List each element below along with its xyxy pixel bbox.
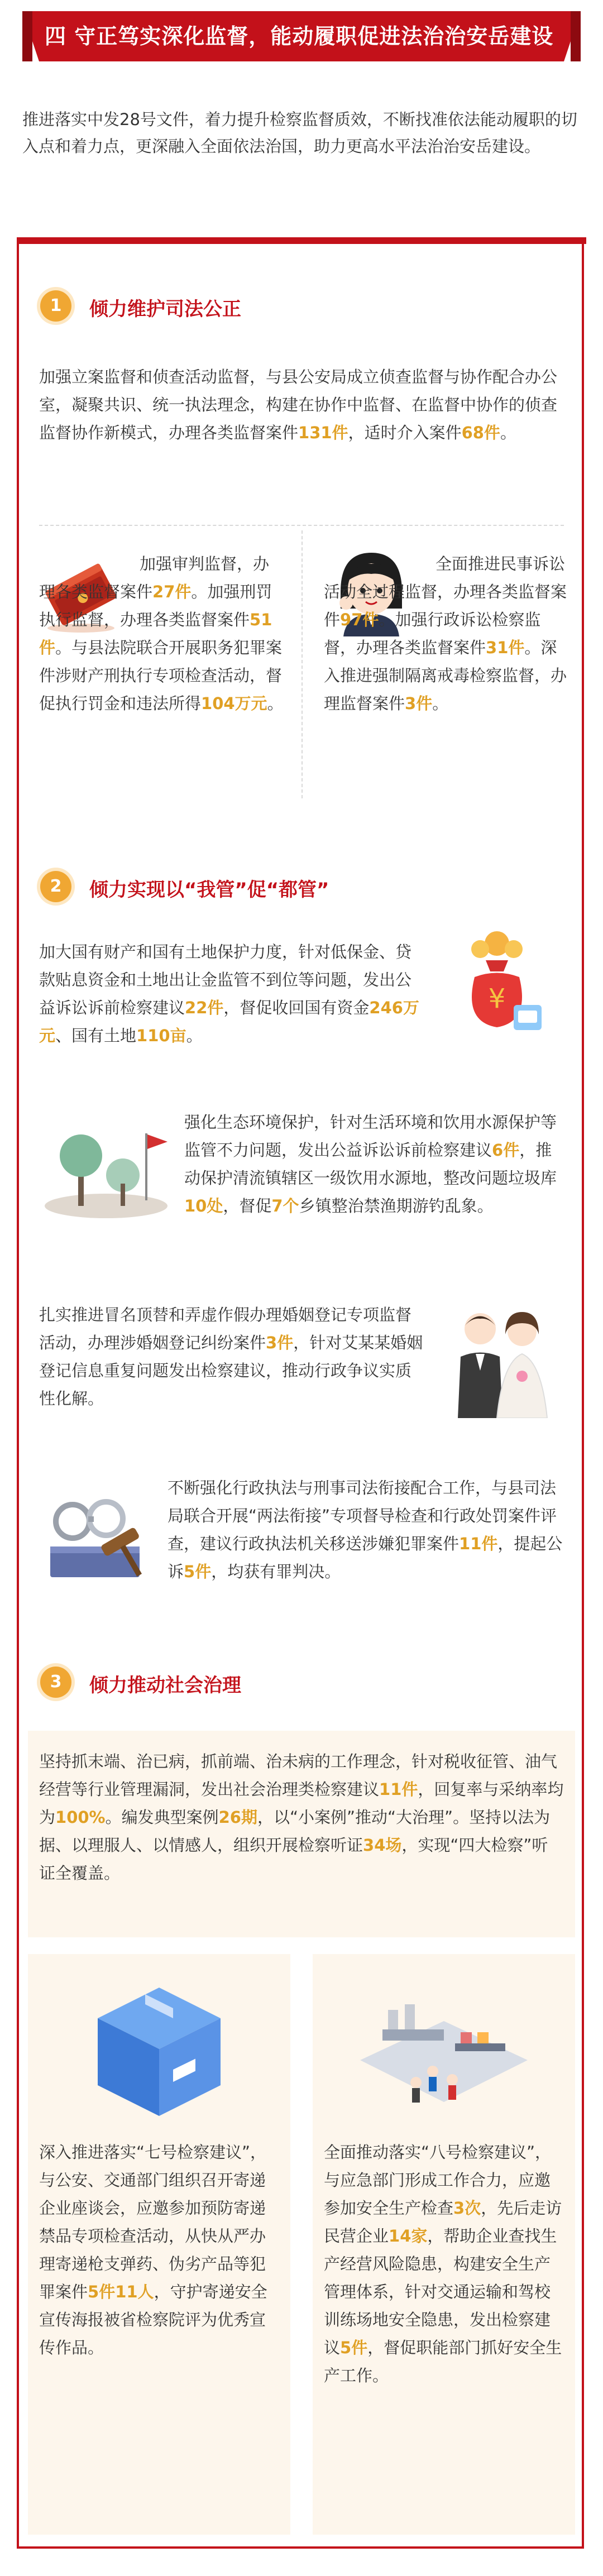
divider [39,525,564,526]
banner-right-edge [571,11,581,61]
money-bag-icon [441,927,553,1038]
s2-paragraph-3: 扎实推进冒名顶替和弄虚作假办理婚姻登记专项监督活动，办理涉婚姻登记纠纷案件3件，针对艾某某婚姻登记信息重复问题发出检察建议，推动行政争议实质性化解。 [39,1305,423,1408]
content-frame-top-bar [17,237,586,244]
s2-paragraph-2: 强化生态环境保护，针对生活环境和饮用水源保护等监管不力问题，发出公益诉讼诉前检察建议6件，推动保护清流镇辖区一级饮用水源地，整改问题垃圾库10处，督促7个乡镇整治禁渔期游钓乱象。 [184,1113,557,1215]
svg-text:¥: ¥ [488,983,506,1014]
section-2-badge: 2 [40,871,71,902]
factory-scene-icon [349,1976,539,2122]
s2-paragraph-4: 不断强化行政执法与刑事司法衔接配合工作，与县司法局联合开展“两法衔接”专项督导检查和行政处罚案件评查，建议行政执法机关移送涉嫌犯罪案件11件，提起公诉5件，均获有罪判决。 [168,1478,563,1581]
s1-paragraph-1: 加强立案监督和侦查活动监督，与县公安局成立侦查监督与协作配合办公室，凝聚共识、统一执法理念，构建在协作中监督、在监督中协作的侦查监督协作新模式，办理各类监督案件131件，适时介入案件68件。 [39,367,558,442]
intro-paragraph: 推进落实中发28号文件，着力提升检察监督质效，不断找准依法能动履职的切入点和着力点，更深融入全面依法治国，助力更高水平法治治安岳建设。 [22,110,577,156]
landscape-icon [39,1111,173,1223]
parcel-box-icon [84,1976,234,2127]
handcuffs-gavel-icon [39,1479,156,1591]
s1-paragraph-2: 加强审判监督，办理各类监督案件27件。加强刑罚执行监督，办理各类监督案件51件。与县法院联合开展职务犯罪案件涉财产刑执行专项检查活动，督促执行罚金和违法所得104万元。 [39,554,284,713]
s3-paragraph-3: 全面推动落实“八号检察建议”，与应急部门形成工作合力，应邀参加安全生产检查3次，先后走访民营企业14家，帮助企业查找生产经营风险隐患，构建安全生产管理体系，针对交通运输和驾校训练场地安全隐患，发出检察建议5件，督促职能部门抓好安全生产工作。 [324,2143,562,2385]
s1-paragraph-3: 全面推进民事诉讼活动全过程监督，办理各类监督案件97件。加强行政诉讼检察监督，办理各类监督案件31件。深入推进强制隔离戒毒检察监督，办理监督案件3件。 [324,554,567,713]
page-title: 四 守正笃实深化监督，能动履职促进法治治安岳建设 [45,24,554,49]
section-3-title: 倾力推动社会治理 [89,1674,241,1697]
wedding-couple-icon [441,1301,558,1418]
s2-paragraph-1: 加大国有财产和国有土地保护力度，针对低保金、贷款贴息资金和土地出让金监管不到位等问题，发出公益诉讼诉前检察建议22件，督促收回国有资金246万元、国有土地110亩。 [39,942,419,1045]
section-1-badge: 1 [40,290,71,322]
s3-paragraph-2: 深入推进落实“七号检察建议”，与公安、交通部门组织召开寄递企业座谈会，应邀参加预防寄递禁品专项检查活动，从快从严办理寄递枪支弹药、伪劣产品等犯罪案件5件11人，守护寄递安全宣传海报被省检察院评为优秀宣传作品。 [39,2143,267,2357]
section-1-title: 倾力维护司法公正 [89,298,241,320]
column-divider [302,530,304,798]
s3-paragraph-1: 坚持抓末端、治已病，抓前端、治未病的工作理念，针对税收征管、油气经营等行业管理漏洞，发出社会治理类检察建议11件，回复率与采纳率均为100%。编发典型案例26期，以“小案例”推动“大治理”。坚持以法为据、以理服人、以情感人，组织开展检察听证34场，实现“四大检察”听证全覆盖。 [39,1752,564,1883]
section-2-title: 倾力实现以“我管”促“都管” [89,879,329,901]
section-3-badge: 3 [40,1667,71,1698]
banner-left-edge [22,11,32,61]
